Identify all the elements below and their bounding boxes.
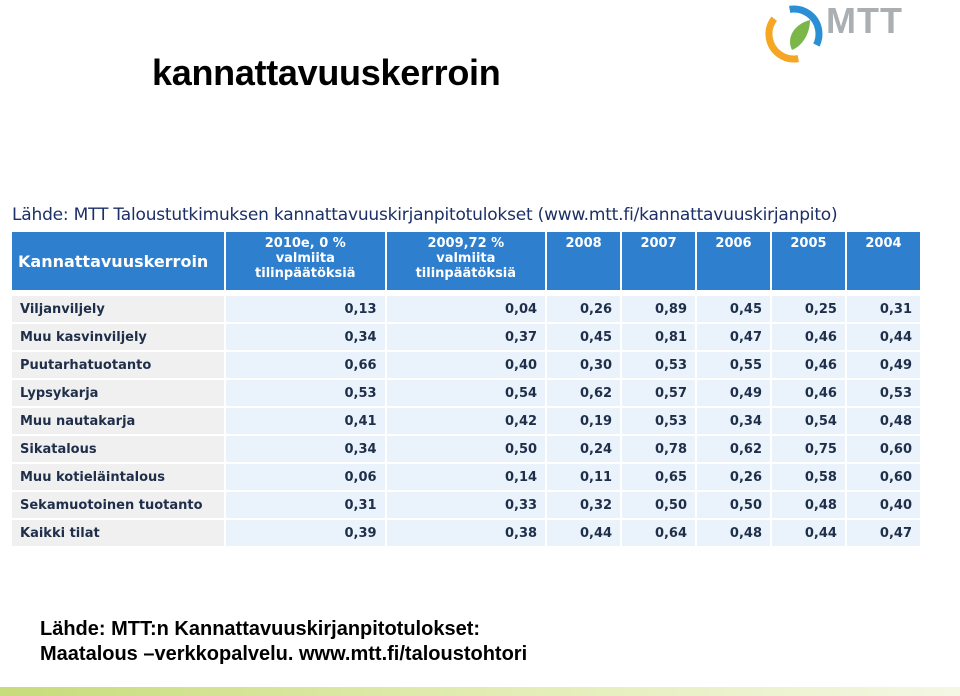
value-cell: 0,48 [847,408,920,434]
header-col-0 [226,232,385,290]
value-cell: 0,34 [226,436,385,462]
header-col-3 [622,232,695,290]
value-cell: 0,78 [622,436,695,462]
value-cell: 0,60 [847,464,920,490]
value-cell: 0,49 [697,380,770,406]
profitability-table [10,230,922,548]
gap-cell [12,292,920,294]
value-cell: 0,53 [622,408,695,434]
page-title: kannattavuuskerroin [152,52,501,93]
value-cell: 0,34 [226,324,385,350]
value-cell: 0,46 [772,324,845,350]
footer-source [40,617,527,667]
value-cell: 0,38 [387,520,546,546]
value-cell: 0,33 [387,492,546,518]
header-col-text: tilinpäätöksiä [415,266,517,281]
value-cell: 0,25 [772,296,845,322]
header-col-5 [772,232,845,290]
value-cell: 0,42 [387,408,546,434]
value-cell: 0,32 [547,492,620,518]
value-cell: 0,26 [697,464,770,490]
row-label: Puutarhatuotanto [12,352,224,378]
value-cell: 0,14 [387,464,546,490]
value-cell: 0,57 [622,380,695,406]
table-row [12,464,920,490]
footer-line-2: Maatalous –verkkopalvelu. www.mtt.fi/taloustohtori [40,643,528,665]
logo-text: MTT [826,0,903,41]
value-cell: 0,24 [547,436,620,462]
value-cell: 0,46 [772,352,845,378]
row-label: Muu kasvinviljely [12,324,224,350]
value-cell: 0,66 [226,352,385,378]
value-cell: 0,50 [387,436,546,462]
value-cell: 0,49 [847,352,920,378]
value-cell: 0,45 [547,324,620,350]
value-cell: 0,62 [547,380,620,406]
value-cell: 0,26 [547,296,620,322]
header-col-text: tilinpäätöksiä [255,266,356,281]
header-label: Kannattavuuskerroin [12,232,224,290]
value-cell: 0,37 [387,324,546,350]
value-cell: 0,53 [622,352,695,378]
value-cell: 0,47 [847,520,920,546]
value-cell: 0,44 [847,324,920,350]
value-cell: 0,06 [226,464,385,490]
table-row [12,296,920,322]
header-gap [12,292,920,294]
value-cell: 0,65 [622,464,695,490]
table-row [12,380,920,406]
value-cell: 0,48 [697,520,770,546]
table-row [12,408,920,434]
value-cell: 0,53 [226,380,385,406]
value-cell: 0,45 [697,296,770,322]
value-cell: 0,81 [622,324,695,350]
row-label: Kaikki tilat [12,520,224,546]
table-row [12,352,920,378]
header-col-text: 2006 [715,236,752,251]
value-cell: 0,31 [226,492,385,518]
table-row [12,324,920,350]
value-cell: 0,41 [226,408,385,434]
value-cell: 0,40 [847,492,920,518]
table-source-caption: Lähde: MTT Taloustutkimuksen kannattavuuskirjanpitotulokset (www.mtt.fi/kannattavuuskirjanpito) [12,205,838,225]
value-cell: 0,44 [547,520,620,546]
value-cell: 0,53 [847,380,920,406]
header-col-4 [697,232,770,290]
header-col-text: valmiita [436,251,496,266]
value-cell: 0,50 [697,492,770,518]
value-cell: 0,64 [622,520,695,546]
row-label: Sekamuotoinen tuotanto [12,492,224,518]
header-col-2 [547,232,620,290]
value-cell: 0,60 [847,436,920,462]
table-header-row [12,232,920,290]
value-cell: 0,39 [226,520,385,546]
row-label: Viljanviljely [12,296,224,322]
value-cell: 0,50 [622,492,695,518]
value-cell: 0,31 [847,296,920,322]
value-cell: 0,62 [697,436,770,462]
row-label: Sikatalous [12,436,224,462]
footer-green-bar [0,687,960,696]
row-label: Muu nautakarja [12,408,224,434]
header-col-1 [387,232,546,290]
value-cell: 0,48 [772,492,845,518]
header-col-text: 2010e, 0 % [264,236,346,251]
table-body [12,296,920,546]
value-cell: 0,89 [622,296,695,322]
value-cell: 0,54 [387,380,546,406]
value-cell: 0,19 [547,408,620,434]
value-cell: 0,40 [387,352,546,378]
row-label: Muu kotieläintalous [12,464,224,490]
value-cell: 0,46 [772,380,845,406]
header-col-text: valmiita [275,251,335,266]
header-col-text: 2007 [640,236,677,251]
value-cell: 0,47 [697,324,770,350]
value-cell: 0,54 [772,408,845,434]
header-col-text: 2005 [790,236,827,251]
value-cell: 0,13 [226,296,385,322]
header-col-text: 2008 [565,236,602,251]
value-cell: 0,11 [547,464,620,490]
table-row [12,436,920,462]
header-col-text: 2009,72 % [427,236,505,251]
value-cell: 0,58 [772,464,845,490]
footer-line-1: Lähde: MTT:n Kannattavuuskirjanpitotulokset: [40,618,481,640]
value-cell: 0,34 [697,408,770,434]
table-row [12,492,920,518]
value-cell: 0,04 [387,296,546,322]
value-cell: 0,44 [772,520,845,546]
header-col-6 [847,232,920,290]
value-cell: 0,30 [547,352,620,378]
value-cell: 0,55 [697,352,770,378]
value-cell: 0,75 [772,436,845,462]
header-col-text: 2004 [865,236,902,251]
row-label: Lypsykarja [12,380,224,406]
table-row [12,520,920,546]
